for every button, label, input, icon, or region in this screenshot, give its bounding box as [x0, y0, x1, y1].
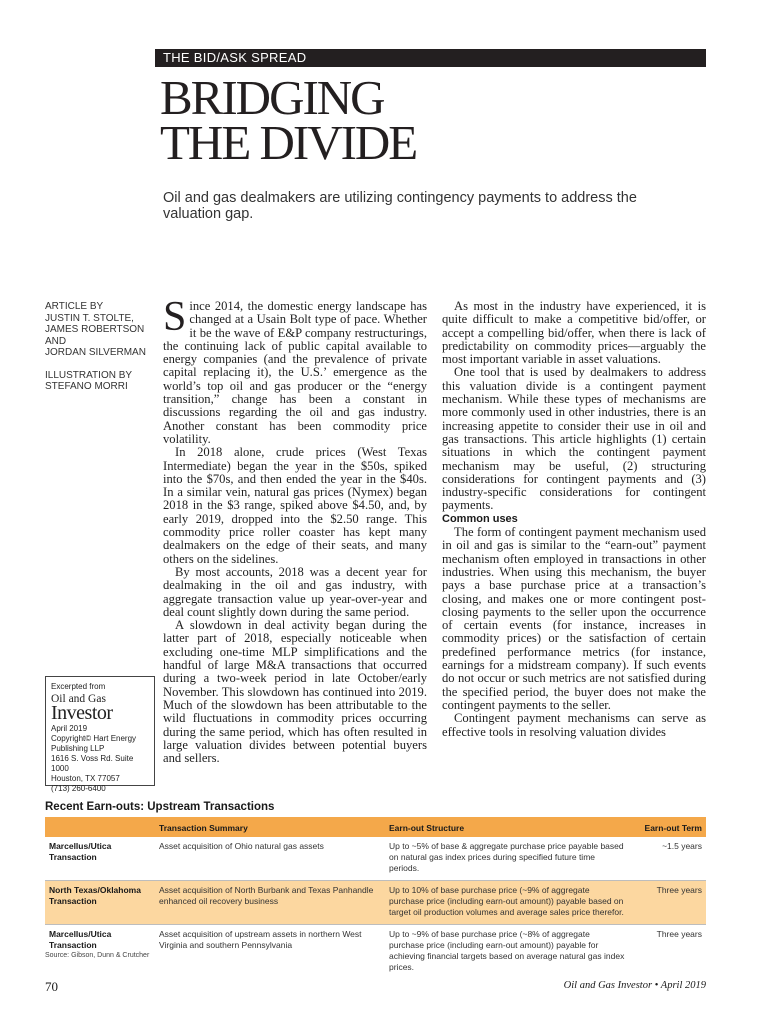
table-header-cell: Earn-out Structure: [385, 817, 630, 837]
body-paragraph: By most accounts, 2018 was a decent year for dealmaking in the oil and gas industry, with aggregate transaction value up year-over-year and deal count slightly down during the same period.: [163, 564, 427, 619]
subhead-common-uses: Common uses: [442, 512, 518, 525]
table-header-row: [45, 817, 706, 837]
publication-logo-line-1: Oil and Gas: [51, 693, 106, 705]
byline-illustrator: STEFANO MORRI: [45, 381, 128, 392]
table-source: Source: Gibson, Dunn & Crutcher: [45, 952, 150, 959]
table-row: [45, 837, 706, 881]
table-cell-structure: Up to ~5% of base & aggregate purchase price payable based on natural gas index prices during specified future time periods.: [385, 837, 630, 881]
page-number: 70: [45, 979, 58, 994]
body-paragraph: As most in the industry have experienced, it is quite difficult to make a competitive bid/offer, or accept a compelling bid/offer, when there is lack of predictability on commodity prices—arguably the most important variable in asset valuations.: [442, 299, 706, 367]
table-cell-name: Marcellus/Utica Transaction: [49, 929, 112, 950]
table-cell-summary: Asset acquisition of upstream assets in northern West Virginia and southern Pennsylvania: [159, 929, 362, 950]
table-header-cell: [45, 817, 155, 837]
excerpt-phone: (713) 260-6400: [51, 784, 106, 793]
deck: Oil and gas dealmakers are utilizing contingency payments to address the valuation gap.: [163, 190, 637, 222]
headline-line-2: THE DIVIDE: [160, 115, 417, 170]
table-title: Recent Earn-outs: Upstream Transactions: [45, 801, 275, 813]
excerpt-copyright: Publishing LLP: [51, 744, 105, 753]
byline-author: JORDAN SILVERMAN: [45, 347, 146, 358]
byline-author: AND: [45, 335, 67, 347]
body-paragraph: The form of contingent payment mechanism used in oil and gas is similar to the “earn-out” payment mechanism often employed in transactions in other industries. When using this mechanism, the buyer pays a base purchase price at a transaction’s closing, and makes one or more contingent post-closing payments to the seller upon the occurrence of certain events (for instance, increases in commodity prices) or the satisfaction of certain predefined performance metrics (for instance, earnings for a midstream company). If such events do not occur or such metrics are not satisfied during the specified period, the buyer does not make the contingent payments to the seller.: [442, 525, 706, 712]
byline-illustration-by: ILLUSTRATION BY: [45, 369, 133, 381]
byline-author: JUSTIN T. STOLTE,: [45, 312, 134, 324]
excerpt-address: Houston, TX 77057: [51, 774, 120, 783]
body-paragraph: Since 2014, the domestic energy landscape has changed at a Usain Bolt type of pace. Whether it be the wave of E&P company restructurings, the continuing lack of public capital available to energy companies (and the prevalence of private capital replacing it), the U.S.’ emergence as the world’s top oil and gas producer or the “energy transition,” change has been a constant in discussions regarding the oil and gas industry. Another constant has been commodity price volatility.: [163, 294, 427, 446]
table-cell-term: ~1.5 years: [630, 837, 706, 881]
section-label: THE BID/ASK SPREAD: [163, 50, 307, 65]
body-paragraph: A slowdown in deal activity began during the latter part of 2018, especially noticeable when excluding one-time MLP simplifications and the handful of large M&A transactions that occurred during a two-week period in late October/early November. This slowdown has continued into 2019. Much of the slowdown has been attributable to the wild fluctuations in commodity prices occurring during the same period, which has often resulted in large valuation divides between potential buyers and sellers.: [163, 618, 427, 766]
excerpt-date: April 2019: [51, 724, 88, 733]
footer-publication: Oil and Gas Investor • April 2019: [563, 980, 706, 991]
table-header-cell: Transaction Summary: [155, 817, 385, 837]
body-column-2: [442, 300, 706, 739]
table-cell-term: Three years: [630, 881, 706, 925]
body-paragraph: In 2018 alone, crude prices (West Texas Intermediate) began the year in the $50s, spiked into the $70s, and then ended the year in the $40s. In a similar vein, natural gas prices (Nymex) began 2018 in the $3 range, spiked above $4.50, and, by early 2019, dropped into the $2.50 range. This commodity price roller coaster has kept many dealmakers on the edge of their seats, and many others on the sidelines.: [163, 445, 427, 566]
table-cell-structure: Up to 10% of base purchase price (~9% of aggregate purchase price (including earn-out amount)) payable based on target oil production volumes and average sales price therefor.: [385, 881, 630, 925]
body-paragraph: One tool that is used by dealmakers to address this valuation divide is a contingent payment mechanism. While these types of mechanisms are more commonly used in other industries, there is an increasing appetite to consider their use in oil and gas transactions. This article highlights (1) certain situations in which the contingent payment mechanism may be useful, (2) structuring considerations for contingent payments and (3) industry-specific considerations for contingent payments.: [442, 365, 706, 513]
table-cell-term: Three years: [656, 929, 702, 939]
byline: [45, 301, 155, 393]
table-header-cell: Earn-out Term: [630, 817, 706, 837]
excerpt-box: [45, 676, 155, 793]
body-paragraph: Contingent payment mechanisms can serve as effective tools in resolving valuation divides: [442, 711, 706, 739]
headline: [160, 70, 720, 170]
drop-cap: S: [163, 294, 187, 340]
excerpt-address: 1616 S. Voss Rd. Suite 1000: [51, 754, 134, 773]
table-cell-structure: Up to ~9% of base purchase price (~8% of aggregate purchase price (including earn-out amount)) payable for achieving financial targets based on average natural gas index prices.: [389, 929, 625, 972]
table-cell-summary: Asset acquisition of Ohio natural gas assets: [155, 837, 385, 881]
table-row: [45, 881, 706, 925]
table-cell-name: Marcellus/Utica Transaction: [45, 837, 155, 881]
table-cell-name: North Texas/Oklahoma Transaction: [45, 881, 155, 925]
headline-line-1: BRIDGING: [160, 70, 384, 125]
byline-author: JAMES ROBERTSON: [45, 324, 145, 335]
byline-article-by: ARTICLE BY: [45, 301, 104, 312]
body-column-1: [163, 294, 427, 766]
table-cell-summary: Asset acquisition of North Burbank and Texas Panhandle enhanced oil recovery business: [155, 881, 385, 925]
excerpt-copyright: Copyright© Hart Energy: [51, 734, 137, 743]
excerpt-label: Excerpted from: [51, 682, 106, 691]
publication-logo-line-2: Investor: [51, 702, 113, 724]
